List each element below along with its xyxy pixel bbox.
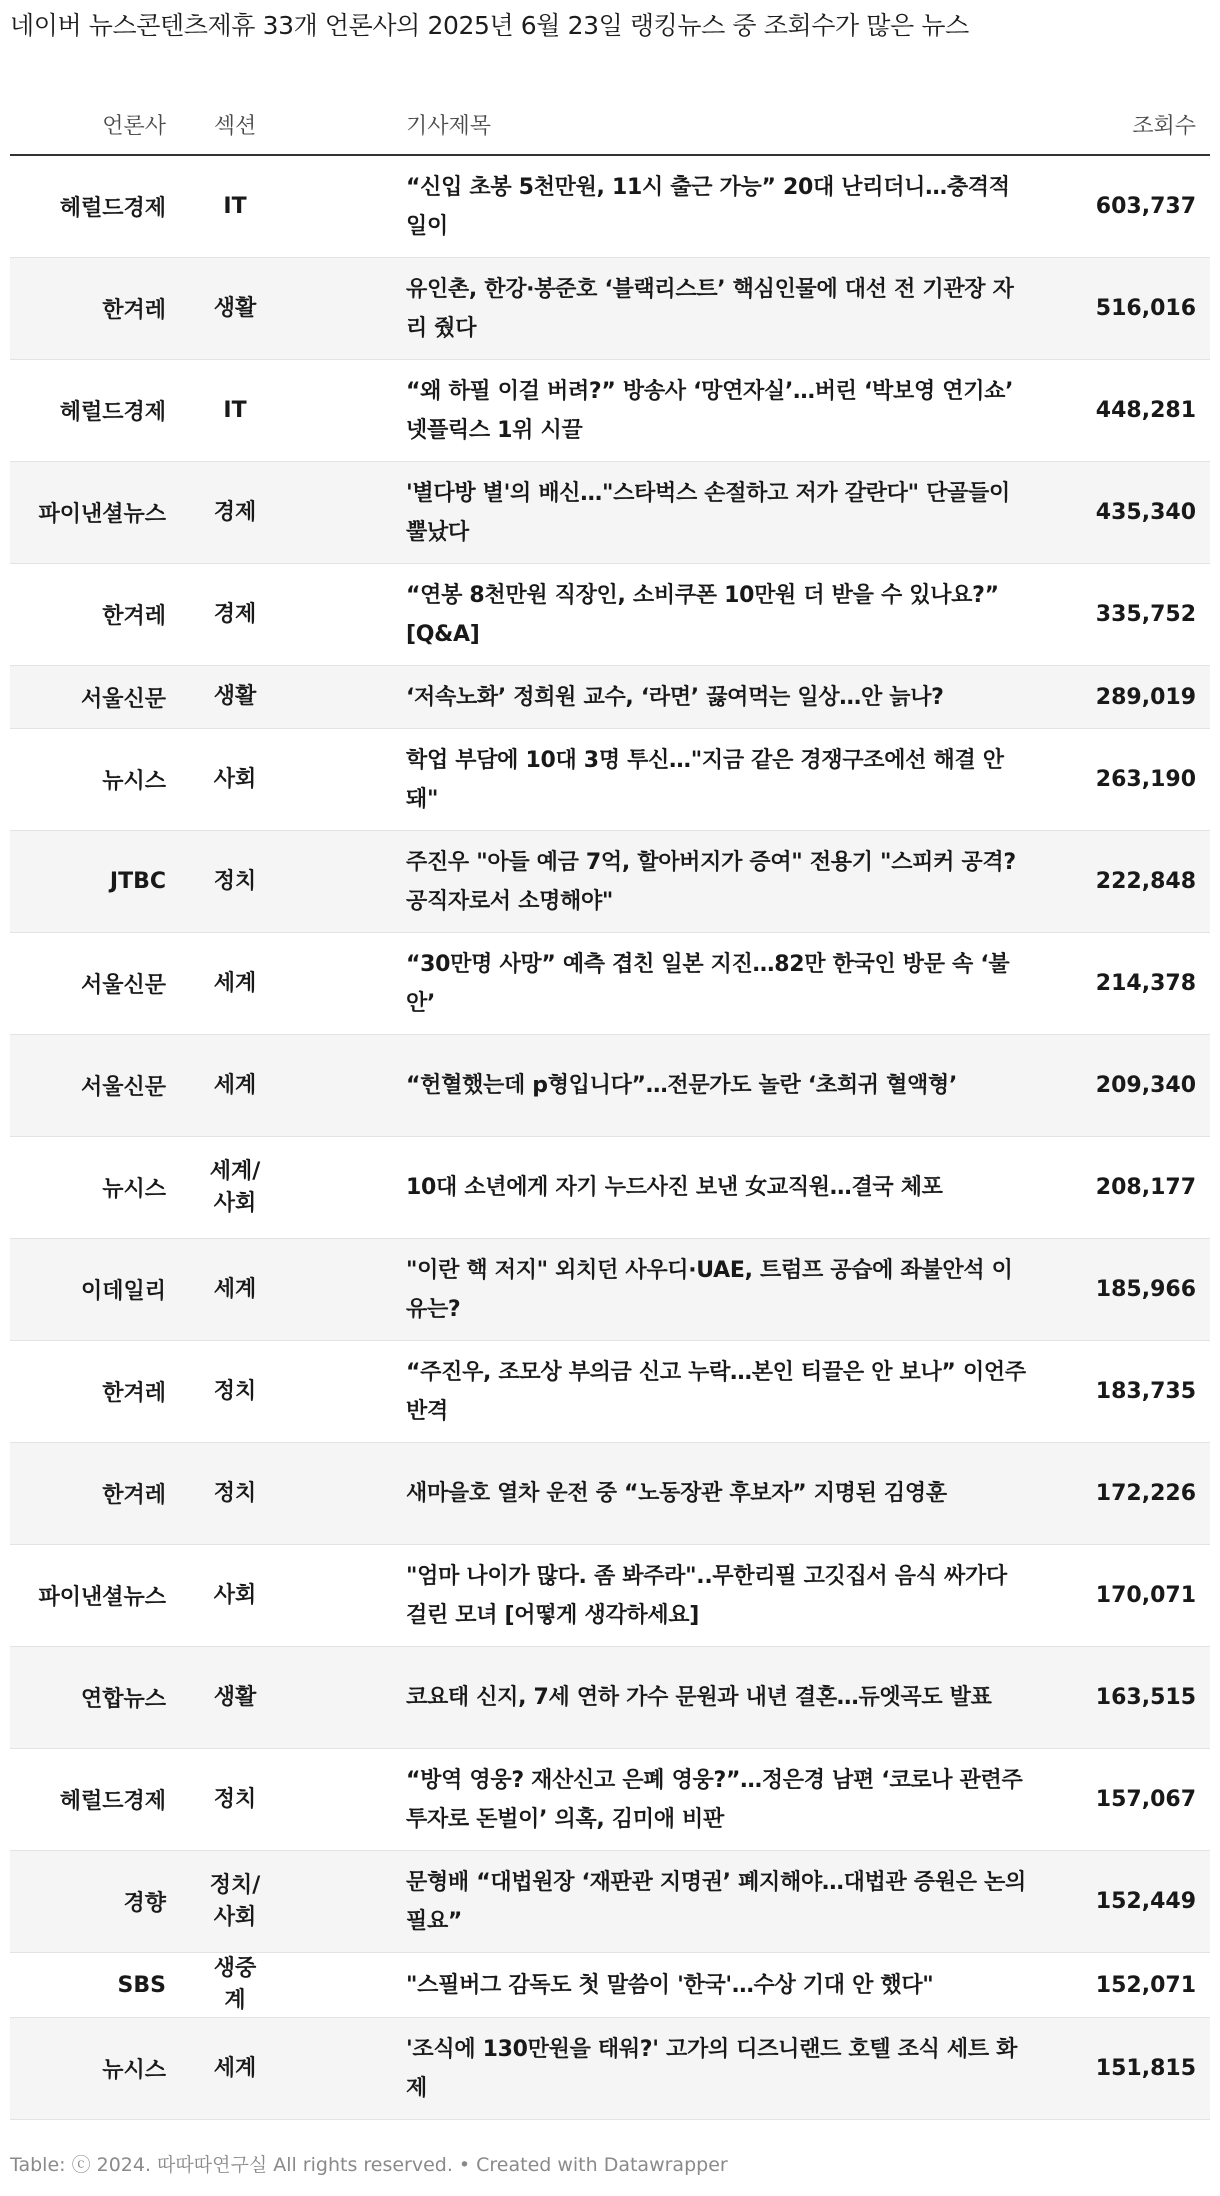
cell-views: 435,340 [1095, 500, 1196, 525]
table-row [10, 1239, 1210, 1341]
column-header-press[interactable]: 언론사 [10, 94, 180, 155]
ranking-table [10, 94, 1210, 2120]
cell-section: 생활 [213, 295, 257, 321]
cell-press: 한겨레 [102, 1381, 166, 1406]
cell-press: 파이낸셜뉴스 [38, 1585, 166, 1610]
cell-views: 151,815 [1095, 2056, 1196, 2081]
chart-title: 네이버 뉴스콘텐츠제휴 33개 언론사의 2025년 6월 23일 랭킹뉴스 중 조회수가 많은 뉴스 [10, 11, 969, 40]
cell-press: 경향 [123, 1891, 166, 1916]
table-row [10, 1035, 1210, 1137]
cell-press: 이데일리 [80, 1279, 166, 1304]
cell-section: 정치 [213, 868, 257, 894]
cell-views: 516,016 [1095, 296, 1196, 321]
cell-section: 세계 [213, 1276, 257, 1302]
cell-views: 335,752 [1095, 602, 1196, 627]
cell-headline: '조식에 130만원을 태워?' 고가의 디즈니랜드 호텔 조식 세트 화제 [406, 2036, 1018, 2101]
cell-section: 생중계 [213, 1956, 257, 2013]
cell-section: IT [223, 397, 247, 423]
cell-section: 정치 [213, 1786, 257, 1812]
cell-press: JTBC [109, 869, 166, 894]
cell-headline: "엄마 나이가 많다. 좀 봐주라"..무한리필 고깃집서 음식 싸가다 걸린 모녀 [어떻게 생각하세요] [406, 1563, 1007, 1628]
table-body [10, 155, 1210, 2120]
table-row [10, 1137, 1210, 1239]
cell-section: 경제 [213, 499, 257, 525]
cell-headline: "스필버그 감독도 첫 말씀이 '한국'…수상 기대 안 했다" [406, 1972, 934, 1998]
cell-views: 157,067 [1095, 1787, 1196, 1812]
cell-press: 서울신문 [80, 686, 166, 712]
cell-press: 헤럴드경제 [59, 196, 166, 221]
cell-headline: 문형배 “대법원장 ‘재판관 지명권’ 폐지해야…대법관 증원은 논의 필요” [406, 1869, 1026, 1934]
table-row [10, 564, 1210, 666]
cell-views: 209,340 [1095, 1073, 1196, 1098]
table-row [10, 258, 1210, 360]
cell-headline: 새마을호 열차 운전 중 “노동장관 후보자” 지명된 김영훈 [406, 1481, 947, 1506]
table-row [10, 831, 1210, 933]
cell-section: IT [223, 193, 247, 219]
cell-section: 경제 [213, 601, 257, 627]
cell-section: 사회 [213, 766, 257, 792]
footer [10, 2152, 1210, 2178]
cell-section: 정치/사회 [209, 1872, 261, 1930]
table-row [10, 1443, 1210, 1545]
cell-press: 뉴시스 [102, 769, 166, 794]
cell-section: 세계 [213, 1072, 257, 1098]
table-row [10, 1545, 1210, 1647]
cell-press: 헤럴드경제 [59, 1789, 166, 1814]
table-row [10, 155, 1210, 258]
table-row [10, 933, 1210, 1035]
table-row [10, 666, 1210, 729]
cell-section: 생활 [213, 684, 257, 709]
cell-views: 183,735 [1095, 1379, 1196, 1404]
cell-headline: “왜 하필 이걸 버려?” 방송사 ‘망연자실’…버린 ‘박보영 연기쇼’ 넷플릭스 1위 시끌 [406, 378, 1014, 443]
cell-headline: “방역 영웅? 재산신고 은폐 영웅?”…정은경 남편 ‘코로나 관련주 투자로 돈벌이’ 의혹, 김미애 비판 [406, 1767, 1023, 1832]
cell-headline: 코요태 신지, 7세 연하 가수 문원과 내년 결혼…듀엣곡도 발표 [406, 1685, 992, 1710]
cell-views: 185,966 [1095, 1277, 1196, 1302]
table-row [10, 1953, 1210, 2018]
table-row [10, 1647, 1210, 1749]
cell-press: 한겨레 [102, 1483, 166, 1508]
footer-separator: • [458, 2154, 471, 2176]
cell-headline: “신입 초봉 5천만원, 11시 출근 가능” 20대 난리더니…충격적 일이 [406, 174, 1010, 239]
cell-headline: "이란 핵 저지" 외치던 사우디·UAE, 트럼프 공습에 좌불안석 이유는? [406, 1257, 1013, 1322]
column-header-headline[interactable]: 기사제목 [290, 94, 1050, 155]
cell-views: 172,226 [1095, 1481, 1196, 1506]
table-row [10, 729, 1210, 831]
column-header-views[interactable]: 조회수 [1050, 94, 1210, 155]
cell-headline: “연봉 8천만원 직장인, 소비쿠폰 10만원 더 받을 수 있나요?” [Q&A] [406, 582, 999, 647]
cell-section: 정치 [213, 1480, 257, 1506]
cell-headline: ‘저속노화’ 정희원 교수, ‘라면’ 끓여먹는 일상…안 늙나? [406, 684, 944, 710]
cell-section: 세계/사회 [209, 1158, 261, 1216]
cell-views: 289,019 [1095, 684, 1196, 710]
cell-views: 152,071 [1095, 1972, 1196, 1998]
cell-press: 뉴시스 [102, 1177, 166, 1202]
cell-press: 헤럴드경제 [59, 400, 166, 425]
cell-headline: 주진우 "아들 예금 7억, 할아버지가 증여" 전용기 "스피커 공격? 공직자로서 소명해야" [406, 849, 1016, 914]
cell-press: 한겨레 [102, 298, 166, 323]
cell-views: 152,449 [1095, 1889, 1196, 1914]
footer-source: Table: ⓒ 2024. 따따따연구실 All rights reserved. [10, 2154, 453, 2176]
cell-press: 파이낸셜뉴스 [38, 502, 166, 527]
cell-press: 연합뉴스 [80, 1687, 166, 1712]
cell-headline: “헌혈했는데 p형입니다”…전문가도 놀란 ‘초희귀 혈액형’ [406, 1073, 958, 1098]
cell-press: 한겨레 [102, 604, 166, 629]
cell-views: 263,190 [1095, 767, 1196, 792]
cell-press: 서울신문 [80, 1075, 166, 1100]
cell-views: 163,515 [1095, 1685, 1196, 1710]
cell-headline: 학업 부담에 10대 3명 투신…"지금 같은 경쟁구조에선 해결 안돼" [406, 747, 1004, 812]
cell-views: 222,848 [1095, 869, 1196, 894]
table-row [10, 360, 1210, 462]
table-row [10, 1749, 1210, 1851]
cell-section: 사회 [213, 1582, 257, 1608]
cell-press: SBS [117, 1972, 166, 1998]
cell-section: 세계 [213, 970, 257, 996]
table-row [10, 1851, 1210, 1953]
table-row [10, 2018, 1210, 2120]
cell-views: 214,378 [1095, 971, 1196, 996]
header-row [10, 94, 1210, 155]
cell-press: 뉴시스 [102, 2058, 166, 2083]
cell-headline: “30만명 사망” 예측 겹친 일본 지진…82만 한국인 방문 속 ‘불안’ [406, 951, 1010, 1016]
cell-headline: 유인촌, 한강·봉준호 ‘블랙리스트’ 핵심인물에 대선 전 기관장 자리 줬다 [406, 276, 1014, 341]
cell-headline: “주진우, 조모상 부의금 신고 누락…본인 티끌은 안 보나” 이언주 반격 [406, 1359, 1026, 1424]
table-row [10, 462, 1210, 564]
cell-section: 정치 [213, 1378, 257, 1404]
cell-views: 448,281 [1095, 398, 1196, 423]
cell-views: 603,737 [1095, 194, 1196, 219]
table-header [10, 94, 1210, 155]
footer-credit-link[interactable]: Created with Datawrapper [476, 2154, 728, 2176]
cell-section: 생활 [213, 1684, 257, 1710]
cell-headline: '별다방 별'의 배신…"스타벅스 손절하고 저가 갈란다" 단골들이 뿔났다 [406, 480, 1010, 545]
cell-press: 서울신문 [80, 973, 166, 998]
column-header-section[interactable]: 섹션 [180, 94, 290, 155]
cell-views: 170,071 [1095, 1583, 1196, 1608]
cell-views: 208,177 [1095, 1175, 1196, 1200]
cell-headline: 10대 소년에게 자기 누드사진 보낸 女교직원…결국 체포 [406, 1175, 943, 1200]
table-row [10, 1341, 1210, 1443]
cell-section: 세계 [213, 2055, 257, 2081]
